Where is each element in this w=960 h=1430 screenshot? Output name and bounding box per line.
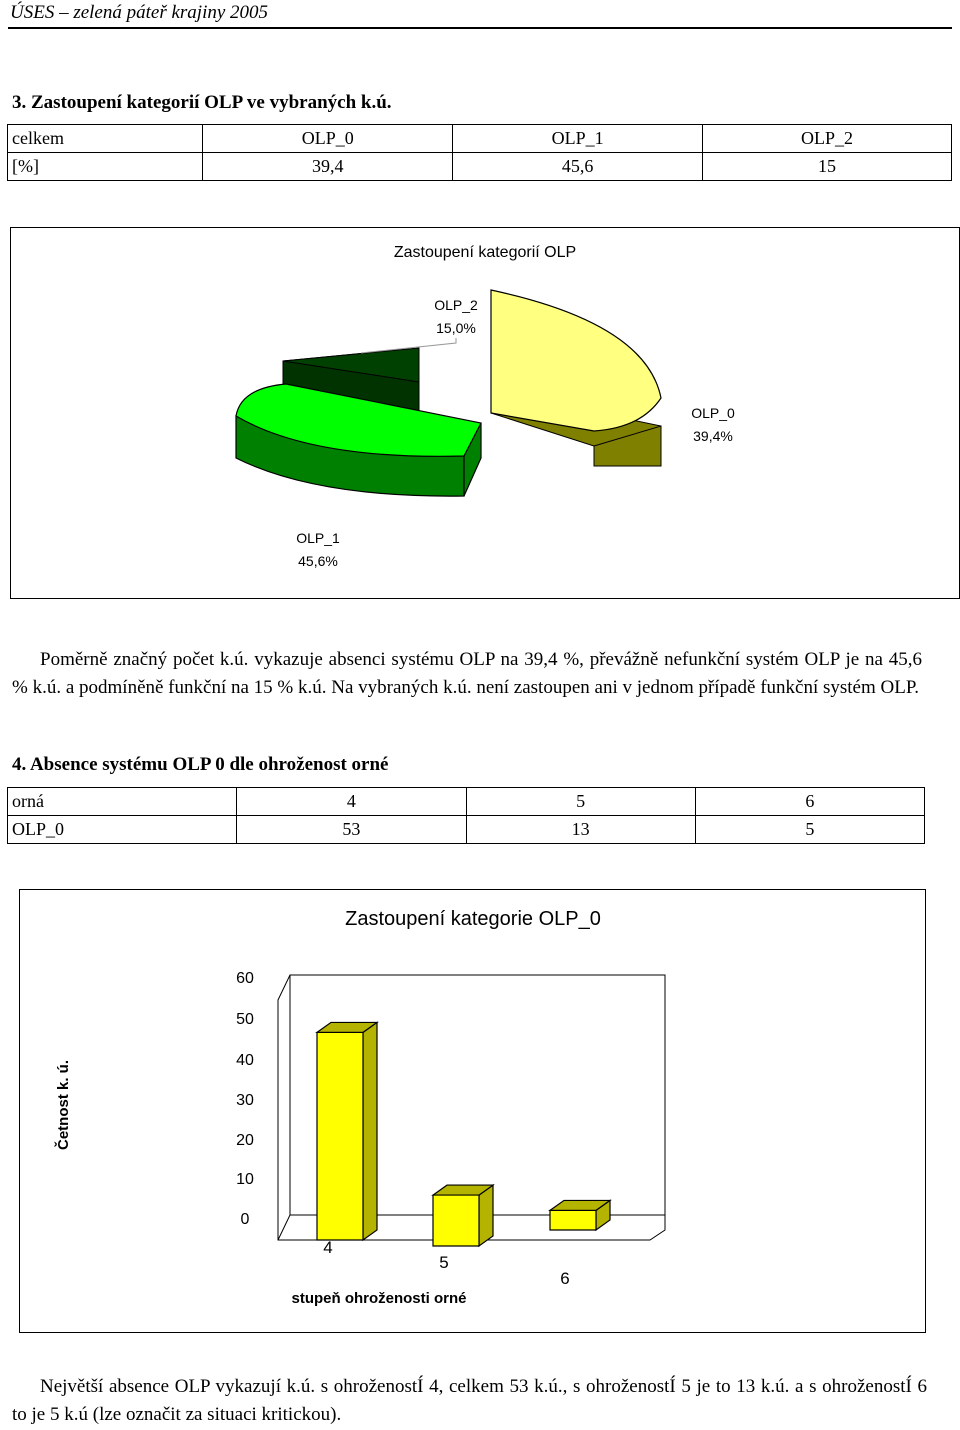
paragraph-text: Poměrně značný počet k.ú. vykazuje absenci systému OLP na 39,4 %, převážně nefunkční systém OLP je na 45,6 % k.ú. a podmíněně funkční na 15 % k.ú. Na vybraných k.ú. není zastoupen ani v jednom případě funkční systém OLP. [12,649,922,698]
paragraph-text: Největší absence OLP vykazují k.ú. s ohroženostÍ 4, celkem 53 k.ú., s ohroženostÍ 5 je to 13 k.ú. a s ohroženostÍ 6 to je 5 k.ú (lze označit za situaci kritickou). [12,1376,927,1425]
table-cell: celkem [8,125,203,153]
table-cell: 6 [695,788,924,816]
section-3-heading: 3. Zastoupení kategorií OLP ve vybraných k.ú. [12,92,392,113]
table-row [8,788,925,816]
pie-chart-title: Zastoupení kategorií OLP [393,244,577,261]
y-axis-label: Četnost k. ú. [55,1059,72,1151]
y-tick-label: 40 [236,1052,254,1069]
table-cell: OLP_1 [453,125,703,153]
bar [433,1195,479,1246]
bar [550,1210,596,1230]
table-cell: OLP_0 [203,125,453,153]
chart-floor-edge [278,1215,290,1240]
table-cell: 5 [466,788,695,816]
section-4-paragraph [12,1373,927,1429]
pie-label-olp1-value: 45,6% [298,553,338,569]
bar-series [317,1022,610,1246]
y-tick-label: 0 [240,1211,250,1228]
bar-chart [20,890,925,1332]
table-cell: 5 [695,816,924,844]
y-tick-label: 50 [236,1011,254,1028]
pie-label-olp2-value: 15,0% [436,320,476,336]
y-tick-label: 30 [236,1092,254,1109]
x-axis-label: stupeň ohroženosti orné [291,1290,467,1307]
olp-category-table [7,124,952,181]
table-cell: 53 [237,816,466,844]
header-rule [8,27,952,29]
pie-label-olp1-name: OLP_1 [296,530,340,546]
olp0-risk-table [7,787,925,844]
x-tick-label: 6 [560,1269,570,1288]
pie-slice-olp0 [491,290,661,431]
pie-chart [11,228,959,598]
pie-label-olp0-value: 39,4% [693,428,733,444]
bar-chart-title: Zastoupení kategorie OLP_0 [345,908,601,930]
document-header: ÚSES – zelená páteř krajiny 2005 [10,2,269,23]
table-cell: OLP_0 [8,816,237,844]
table-row [8,125,952,153]
section-4-heading: 4. Absence systému OLP 0 dle ohroženost orné [12,754,389,775]
pie-chart-frame [10,227,960,599]
y-tick-labels [236,970,254,1228]
table-cell: 4 [237,788,466,816]
bar-chart-frame [19,889,926,1333]
bar-side [363,1022,377,1240]
table-cell: [%] [8,153,203,181]
x-tick-label: 4 [323,1238,333,1257]
table-cell: 39,4 [203,153,453,181]
pie-label-olp0-name: OLP_0 [691,405,735,421]
table-cell: 45,6 [453,153,703,181]
section-3-paragraph [12,646,922,702]
y-tick-label: 20 [236,1132,254,1149]
bar [317,1032,363,1240]
table-cell: orná [8,788,237,816]
x-tick-label: 5 [439,1253,449,1272]
table-cell: 13 [466,816,695,844]
y-tick-label: 10 [236,1171,254,1188]
table-row [8,816,925,844]
pie-label-olp2-name: OLP_2 [434,297,478,313]
y-tick-label: 60 [236,970,254,987]
table-row [8,153,952,181]
table-cell: 15 [703,153,952,181]
table-cell: OLP_2 [703,125,952,153]
